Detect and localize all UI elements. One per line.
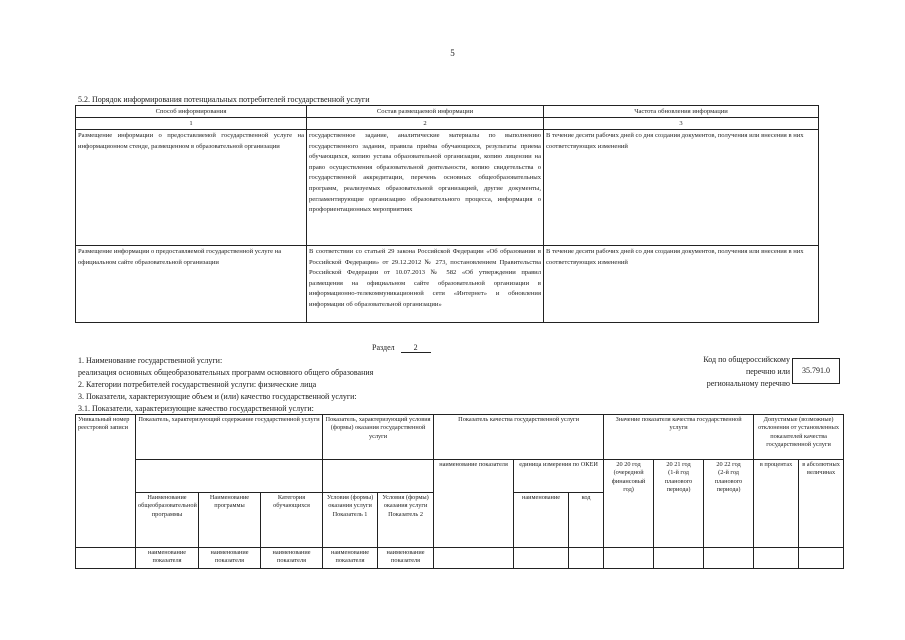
year1-header xyxy=(604,460,654,548)
unit-name-header: наименование xyxy=(514,493,569,548)
conditions-blank xyxy=(323,460,434,493)
value-header: Значение показателя качества государственной услуги xyxy=(604,415,754,460)
unit-code-header: код xyxy=(569,493,604,548)
unit-header: единица измерения по ОКЕИ xyxy=(514,460,604,493)
deviation-percent-header: в процентах xyxy=(754,460,799,548)
empty-cell xyxy=(754,548,799,569)
year2-sub: (1-й год планового периода) xyxy=(664,469,693,494)
indicator-name-label: наименование показателя xyxy=(136,548,199,569)
year2-value: 20 21 xyxy=(666,461,681,468)
okei-code-box: 35.791.0 xyxy=(792,358,840,384)
method-cell: Размещение информации о предоставляемой государственной услуге на официальном сайте образовательной организации xyxy=(76,246,307,323)
indicator-name-header: наименование показателя xyxy=(434,460,514,548)
indicator-name-label: наименование показателя xyxy=(323,548,378,569)
indicators-heading: 3. Показатели, характеризующие объем и (или) качество государственной услуги: xyxy=(78,392,357,401)
year2-header xyxy=(654,460,704,548)
page-number: 5 xyxy=(450,48,455,58)
service-name-value: реализация основных общеобразовательных программ основного общего образования xyxy=(78,368,374,377)
frequency-cell: В течение десяти рабочих дней со дня создания документов, получения или внесения в них соответствующих изменений xyxy=(544,246,819,323)
content-cell: государственное задание, аналитические материалы по выполнению государственного задания, правила приёма обучающихся, результаты приема обучающихся, копию устава образовательной организации, копию лицензии на право осуществления образовательной деятельности, копию свидетельства о государственной аккредитации, перечень основных общеобразовательных программ, реализуемых образовательной организацией, другие документы, регламентирующие организацию образовательного процесса, информация о профориентационных мероприятиях xyxy=(307,130,544,246)
indicator-name-label: наименование показателя xyxy=(261,548,323,569)
razdel-number: 2 xyxy=(401,343,431,353)
service-name-label: 1. Наименование государственной услуги: xyxy=(78,356,223,365)
info-table-header xyxy=(76,106,819,118)
section-title: 5.2. Порядок информирования потенциальных потребителей государственной услуги xyxy=(78,95,370,104)
year3-value: 20 22 xyxy=(716,461,731,468)
col-number: 3 xyxy=(544,118,819,130)
content-cell: В соответствии со статьей 29 закона Российской Федерации «Об образовании в Российской Федерации» от 29.12.2012 № 273, постановлением Правительства Российской Федерации от 10.07.2013 № 582 «Об утверждении правил размещения на официальном сайте образовательной организации в информационно-телекоммуникационной сети «Интернет» и обновления информации об образовательной организации» xyxy=(307,246,544,323)
consumer-category: 2. Категории потребителей государственной услуги: физические лица xyxy=(78,380,317,389)
program-name-header: Наименование общеобразовательной программы xyxy=(136,493,199,548)
year1-value: 20 20 xyxy=(616,461,631,468)
empty-cell xyxy=(569,548,604,569)
quality-subheader-row xyxy=(76,548,844,569)
year1-word: год xyxy=(632,461,641,468)
method-cell: Размещение информации о предоставляемой государственной услуге на информационном стенде, размещенном в образовательной организации xyxy=(76,130,307,246)
empty-cell xyxy=(514,548,569,569)
empty-cell xyxy=(76,548,136,569)
okei-label-line: перечню или xyxy=(745,367,790,376)
quality-table xyxy=(75,414,844,569)
empty-cell xyxy=(654,548,704,569)
header-frequency: Частота обновления информации xyxy=(544,106,819,118)
col-number: 2 xyxy=(307,118,544,130)
quality-header-row xyxy=(76,415,844,460)
col-number: 1 xyxy=(76,118,307,130)
info-table-numbers xyxy=(76,118,819,130)
indicator-name-label: наименование показателя xyxy=(199,548,261,569)
deviation-absolute-header: в абсолютных величинах xyxy=(799,460,844,548)
condition-1-header: Условия (формы) оказания услуги Показатель 1 xyxy=(323,493,378,548)
student-category-header: Категория обучающихся xyxy=(261,493,323,548)
empty-cell xyxy=(604,548,654,569)
deviation-header: Допустимые (возможные) отклонения от установленных показателей качества государственной услуги xyxy=(754,415,844,460)
header-content: Состав размещаемой информации xyxy=(307,106,544,118)
quality-heading: 3.1. Показатели, характеризующие качество государственной услуги: xyxy=(78,404,314,413)
okei-label-line: региональному перечню xyxy=(706,379,790,388)
frequency-cell: В течение десяти рабочих дней со дня создания документов, получения или внесения в них соответствующих изменений xyxy=(544,130,819,246)
empty-cell xyxy=(799,548,844,569)
table-row xyxy=(76,130,819,246)
year1-sub: (очередной финансовый год) xyxy=(611,469,646,494)
header-method: Способ информирования xyxy=(76,106,307,118)
year3-word: год xyxy=(732,461,741,468)
condition-2-header: Условия (формы) оказания услуги Показатель 2 xyxy=(378,493,434,548)
year3-header xyxy=(704,460,754,548)
unique-number-header: Уникальный номер реестровой записи xyxy=(76,415,136,548)
quality-header-row xyxy=(76,460,844,493)
content-blank xyxy=(136,460,323,493)
razdel-label: Раздел xyxy=(372,343,395,352)
program-header: Наименование программы xyxy=(199,493,261,548)
quality-indicator-header: Показатель качества государственной услуги xyxy=(434,415,604,460)
empty-cell xyxy=(704,548,754,569)
info-table xyxy=(75,105,819,323)
content-indicator-header: Показатель, характеризующий содержание государственной услуги xyxy=(136,415,323,460)
conditions-indicator-header: Показатель, характеризующий условия (формы) оказания государственной услуги xyxy=(323,415,434,460)
indicator-name-label: наименование показателя xyxy=(378,548,434,569)
razdel-heading xyxy=(372,343,431,353)
year3-sub: (2-й год планового периода) xyxy=(714,469,743,494)
okei-label xyxy=(703,354,790,390)
year2-word: год xyxy=(682,461,691,468)
empty-cell xyxy=(434,548,514,569)
table-row xyxy=(76,246,819,323)
okei-label-line: Код по общероссийскому xyxy=(703,355,790,364)
